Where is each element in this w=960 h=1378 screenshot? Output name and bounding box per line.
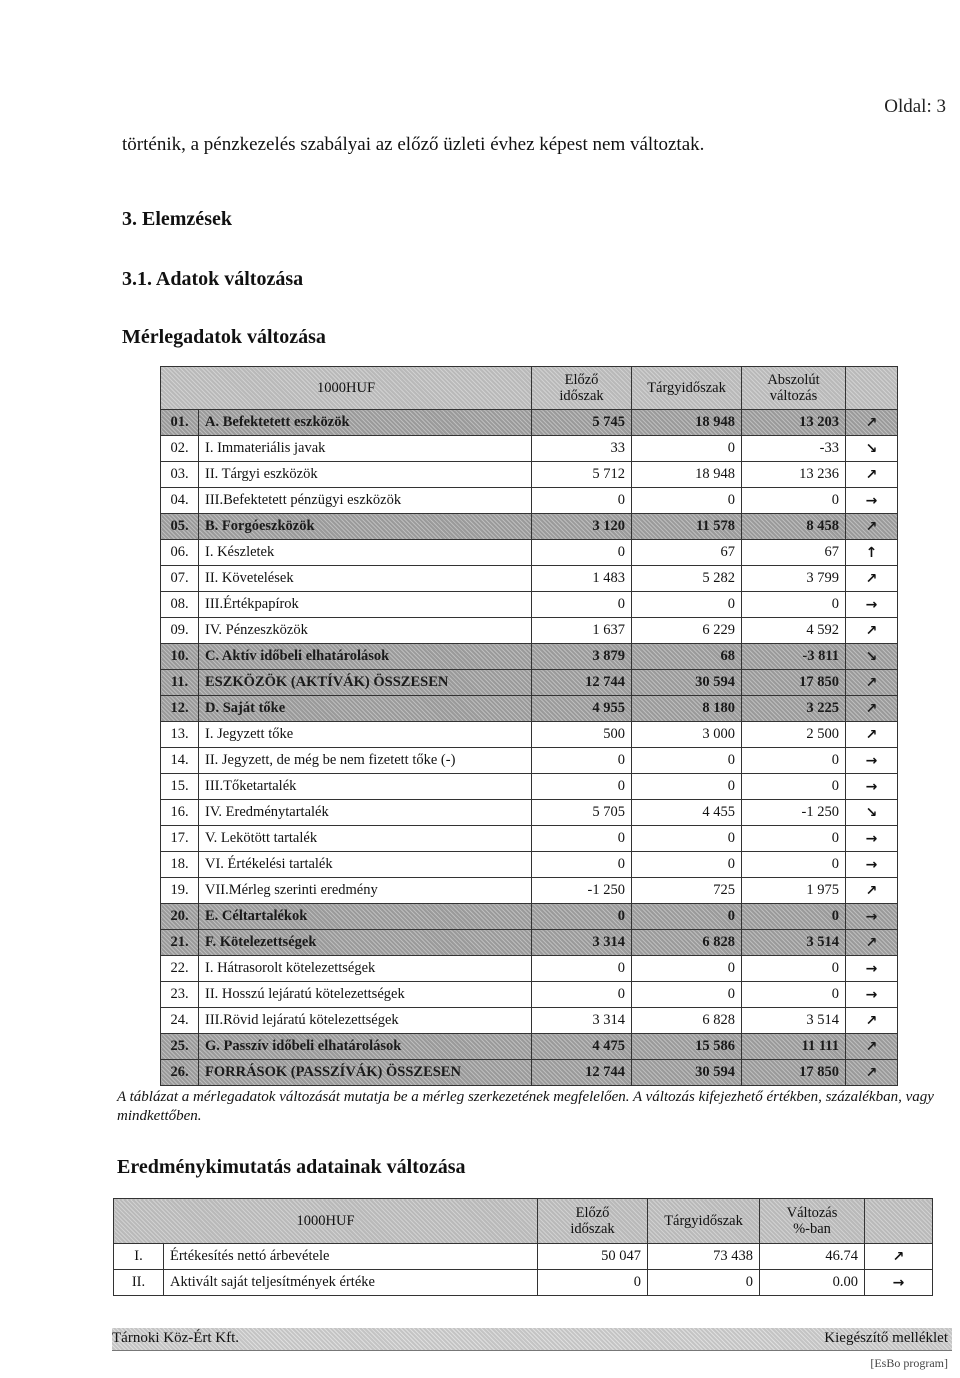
current-value: 3 000 [632,722,742,748]
current-value: 0 [632,436,742,462]
trend-arrow-icon: → [846,982,898,1008]
row-number: 21. [161,930,199,956]
trend-arrow-icon: ↗ [846,878,898,904]
trend-arrow-icon: ↗ [846,566,898,592]
trend-arrow-icon: ↗ [846,1034,898,1060]
balance-row [161,722,898,748]
row-label: II. Tárgyi eszközök [199,462,532,488]
footer-program-note: [EsBo program] [870,1356,948,1370]
change-value: 4 592 [742,618,846,644]
row-label: V. Lekötött tartalék [199,826,532,852]
trend-arrow-icon: ↗ [865,1244,933,1270]
prev-period-header: Előző időszak [538,1199,648,1244]
row-label: III.Rövid lejáratú kötelezettségek [199,1008,532,1034]
change-value: 17 850 [742,1060,846,1086]
current-value: 725 [632,878,742,904]
prev-value: 0 [532,904,632,930]
prev-value: 0 [532,748,632,774]
row-label: ESZKÖZÖK (AKTÍVÁK) ÖSSZESEN [199,670,532,696]
balance-row [161,1034,898,1060]
balance-row [161,1060,898,1086]
change-value: 3 514 [742,1008,846,1034]
row-number: 22. [161,956,199,982]
prev-value: 5 745 [532,410,632,436]
trend-arrow-icon: → [846,956,898,982]
income-row [114,1270,933,1296]
trend-header [865,1199,933,1244]
change-value: 0 [742,904,846,930]
balance-row [161,930,898,956]
current-value: 11 578 [632,514,742,540]
row-label: B. Forgóeszközök [199,514,532,540]
current-period-header: Tárgyidőszak [632,367,742,410]
trend-arrow-icon: ↗ [846,1060,898,1086]
prev-value: 1 483 [532,566,632,592]
change-value: 0 [742,826,846,852]
balance-row [161,488,898,514]
balance-row [161,878,898,904]
balance-row [161,618,898,644]
balance-row [161,436,898,462]
pct-change-header: Változás %-ban [760,1199,865,1244]
prev-value: 0 [532,488,632,514]
change-value: 1 975 [742,878,846,904]
row-number: 08. [161,592,199,618]
current-value: 0 [632,592,742,618]
row-number: 26. [161,1060,199,1086]
balance-row [161,982,898,1008]
row-number: 01. [161,410,199,436]
trend-arrow-icon: ↑ [846,540,898,566]
row-label: E. Céltartalékok [199,904,532,930]
balance-row [161,644,898,670]
balance-row [161,748,898,774]
current-value: 0 [632,826,742,852]
prev-value: 0 [538,1270,648,1296]
change-value: 3 514 [742,930,846,956]
change-value: 3 225 [742,696,846,722]
row-label: F. Kötelezettségek [199,930,532,956]
row-number: 02. [161,436,199,462]
trend-arrow-icon: ↘ [846,436,898,462]
footer-company: Tárnoki Köz-Ért Kft. [112,1330,240,1346]
current-value: 0 [632,956,742,982]
trend-arrow-icon: → [846,904,898,930]
balance-row [161,540,898,566]
balance-caption: A táblázat a mérlegadatok változását mutatja be a mérleg szerkezetének megfelelően. A változás kifejezhető értékben, százalékban, vagy mindkettőben. [117,1089,934,1124]
change-value: 8 458 [742,514,846,540]
current-value: 5 282 [632,566,742,592]
row-label: II. Követelések [199,566,532,592]
row-number: 06. [161,540,199,566]
row-label: D. Saját tőke [199,696,532,722]
balance-header-row [161,367,898,410]
current-period-header: Tárgyidőszak [648,1199,760,1244]
current-value: 0 [632,852,742,878]
row-label: II. Jegyzett, de még be nem fizetett tőke (-) [199,748,532,774]
current-value: 67 [632,540,742,566]
trend-arrow-icon: ↗ [846,410,898,436]
current-value: 4 455 [632,800,742,826]
change-value: 0 [742,852,846,878]
row-label: C. Aktív időbeli elhatárolások [199,644,532,670]
income-header-row [114,1199,933,1244]
current-value: 30 594 [632,670,742,696]
row-number: 25. [161,1034,199,1060]
change-value: 2 500 [742,722,846,748]
trend-arrow-icon: ↗ [846,514,898,540]
prev-value: 33 [532,436,632,462]
prev-value: 0 [532,956,632,982]
change-value: 0 [742,488,846,514]
section-title: 3. Elemzések [122,208,232,230]
row-label: Aktivált saját teljesítmények értéke [164,1270,538,1296]
trend-arrow-icon: ↗ [846,722,898,748]
prev-value: 3 314 [532,1008,632,1034]
row-label: I. Immateriális javak [199,436,532,462]
row-number: 15. [161,774,199,800]
current-value: 18 948 [632,410,742,436]
row-number: 07. [161,566,199,592]
row-number: II. [114,1270,164,1296]
prev-value: 12 744 [532,670,632,696]
current-value: 30 594 [632,1060,742,1086]
change-value: 0 [742,982,846,1008]
current-value: 0 [632,488,742,514]
trend-arrow-icon: → [846,774,898,800]
balance-row [161,670,898,696]
unit-header: 1000HUF [114,1199,538,1244]
balance-sheet-table [160,366,898,1086]
trend-arrow-icon: → [846,826,898,852]
balance-row [161,514,898,540]
balance-row [161,904,898,930]
change-value: 46.74 [760,1244,865,1270]
current-value: 6 828 [632,930,742,956]
change-value: 0 [742,748,846,774]
trend-arrow-icon: → [846,748,898,774]
balance-row [161,592,898,618]
prev-value: 3 879 [532,644,632,670]
balance-row [161,800,898,826]
current-value: 68 [632,644,742,670]
current-value: 6 828 [632,1008,742,1034]
change-value: -1 250 [742,800,846,826]
trend-arrow-icon: → [865,1270,933,1296]
trend-arrow-icon: → [846,592,898,618]
change-value: 13 203 [742,410,846,436]
row-label: VI. Értékelési tartalék [199,852,532,878]
prev-value: 1 637 [532,618,632,644]
row-number: 05. [161,514,199,540]
balance-row [161,696,898,722]
change-value: -33 [742,436,846,462]
prev-value: 3 314 [532,930,632,956]
income-row [114,1244,933,1270]
row-label: Értékesítés nettó árbevétele [164,1244,538,1270]
footer-document: Kiegészítő melléklet [824,1330,948,1346]
row-number: 17. [161,826,199,852]
current-value: 18 948 [632,462,742,488]
row-number: 09. [161,618,199,644]
abs-change-header: Abszolút változás [742,367,846,410]
row-number: 16. [161,800,199,826]
trend-arrow-icon: ↗ [846,930,898,956]
current-value: 73 438 [648,1244,760,1270]
row-label: IV. Eredménytartalék [199,800,532,826]
prev-value: 5 705 [532,800,632,826]
trend-arrow-icon: ↘ [846,644,898,670]
balance-row [161,774,898,800]
row-label: III.Befektetett pénzügyi eszközök [199,488,532,514]
change-value: 17 850 [742,670,846,696]
row-label: I. Hátrasorolt kötelezettségek [199,956,532,982]
change-value: 0 [742,956,846,982]
row-number: 11. [161,670,199,696]
trend-arrow-icon: → [846,488,898,514]
prev-value: 4 955 [532,696,632,722]
row-label: FORRÁSOK (PASSZÍVÁK) ÖSSZESEN [199,1060,532,1086]
balance-row [161,956,898,982]
trend-arrow-icon: ↗ [846,696,898,722]
change-value: 0 [742,592,846,618]
balance-heading: Mérlegadatok változása [122,326,326,348]
row-label: IV. Pénzeszközök [199,618,532,644]
row-number: 18. [161,852,199,878]
prev-value: 4 475 [532,1034,632,1060]
current-value: 8 180 [632,696,742,722]
trend-arrow-icon: ↗ [846,462,898,488]
row-number: 24. [161,1008,199,1034]
prev-value: 12 744 [532,1060,632,1086]
change-value: 13 236 [742,462,846,488]
income-statement-table [113,1198,933,1296]
change-value: 67 [742,540,846,566]
trend-arrow-icon: → [846,852,898,878]
change-value: 0.00 [760,1270,865,1296]
prev-value: 0 [532,982,632,1008]
row-number: 12. [161,696,199,722]
page-number: Oldal: 3 [884,96,946,117]
intro-text: történik, a pénzkezelés szabályai az előző üzleti évhez képest nem változtak. [122,134,705,155]
current-value: 0 [632,774,742,800]
row-label: I. Jegyzett tőke [199,722,532,748]
current-value: 15 586 [632,1034,742,1060]
row-label: III.Értékpapírok [199,592,532,618]
current-value: 6 229 [632,618,742,644]
trend-arrow-icon: ↗ [846,1008,898,1034]
row-number: 03. [161,462,199,488]
balance-row [161,852,898,878]
change-value: -3 811 [742,644,846,670]
row-number: 23. [161,982,199,1008]
trend-arrow-icon: ↗ [846,670,898,696]
balance-row [161,462,898,488]
income-heading: Eredménykimutatás adatainak változása [117,1156,466,1178]
prev-value: 0 [532,774,632,800]
current-value: 0 [632,982,742,1008]
prev-period-header: Előző időszak [532,367,632,410]
balance-row [161,826,898,852]
row-number: 04. [161,488,199,514]
row-label: VII.Mérleg szerinti eredmény [199,878,532,904]
change-value: 3 799 [742,566,846,592]
trend-header [846,367,898,410]
current-value: 0 [648,1270,760,1296]
row-label: III.Tőketartalék [199,774,532,800]
row-label: II. Hosszú lejáratú kötelezettségek [199,982,532,1008]
prev-value: 3 120 [532,514,632,540]
row-number: 14. [161,748,199,774]
balance-row [161,410,898,436]
prev-value: 0 [532,540,632,566]
prev-value: 0 [532,852,632,878]
prev-value: 0 [532,592,632,618]
change-value: 0 [742,774,846,800]
row-number: 20. [161,904,199,930]
trend-arrow-icon: ↘ [846,800,898,826]
current-value: 0 [632,748,742,774]
row-number: I. [114,1244,164,1270]
prev-value: 50 047 [538,1244,648,1270]
row-label: A. Befektetett eszközök [199,410,532,436]
row-label: I. Készletek [199,540,532,566]
row-number: 10. [161,644,199,670]
prev-value: 500 [532,722,632,748]
balance-row [161,566,898,592]
row-label: G. Passzív időbeli elhatárolások [199,1034,532,1060]
balance-row [161,1008,898,1034]
unit-header: 1000HUF [161,367,532,410]
prev-value: 5 712 [532,462,632,488]
row-number: 19. [161,878,199,904]
change-value: 11 111 [742,1034,846,1060]
current-value: 0 [632,904,742,930]
subsection-title: 3.1. Adatok változása [122,268,304,290]
trend-arrow-icon: ↗ [846,618,898,644]
prev-value: -1 250 [532,878,632,904]
prev-value: 0 [532,826,632,852]
row-number: 13. [161,722,199,748]
